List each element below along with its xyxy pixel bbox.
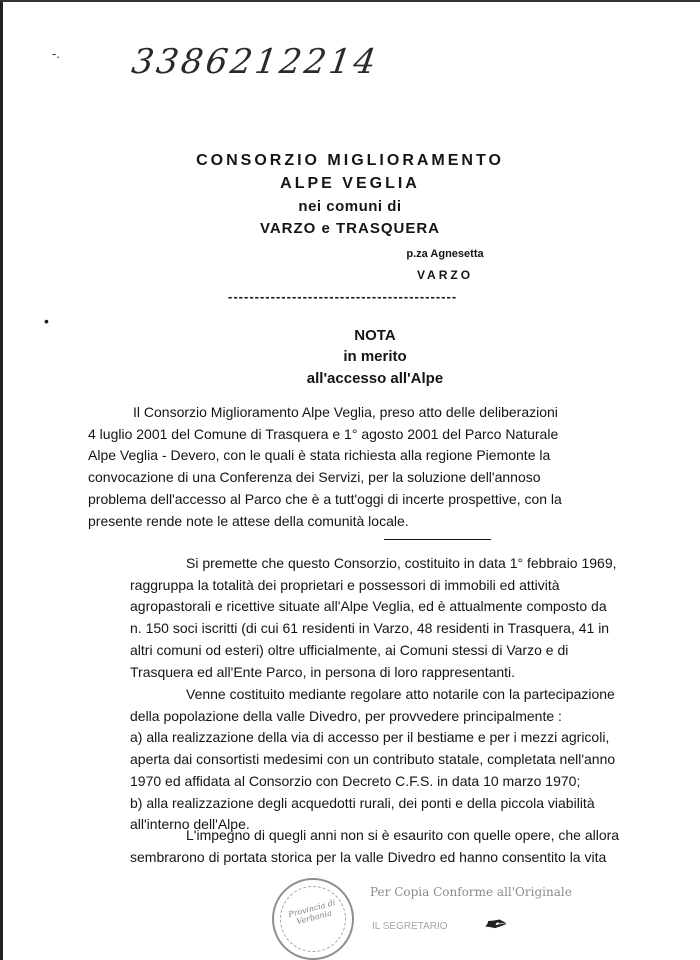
letterhead-separator: -------------------------------------------	[228, 289, 458, 304]
page-top-border	[0, 0, 700, 2]
municipal-round-stamp	[272, 878, 354, 960]
text-line: presente rende note le attese della comunità locale.	[88, 512, 409, 529]
text-line: altri comuni od esteri) oltre ufficialmente, ai Comuni stessi di Varzo e di	[130, 641, 569, 658]
margin-bullet: •	[44, 313, 49, 329]
text-line: L'impegno di quegli anni non si è esaurito con quelle opere, che allora	[186, 827, 620, 843]
signature-caption: IL SEGRETARIO	[372, 921, 448, 932]
text-line: agropastorali e ricettive situate all'Alpe Veglia, ed è attualmente composto da	[130, 598, 607, 615]
text-line: 1970 ed affidata al Consorzio con Decreto C.F.S. in data 10 marzo 1970;	[130, 772, 581, 789]
letterhead-address: p.za Agnesetta	[406, 248, 484, 260]
text-line: convocazione di una Conferenza dei Servizi, per la soluzione dell'annoso	[88, 469, 541, 486]
text-line: Venne costituito mediante regolare atto notarile con la partecipazione	[186, 686, 615, 702]
section-divider	[384, 539, 491, 540]
paragraph-purpose	[130, 684, 700, 836]
text-line: 4 luglio 2001 del Comune di Trasquera e 1° agosto 2001 del Parco Naturale	[88, 425, 559, 442]
text-line: della popolazione della valle Divedro, per provvedere principalmente :	[130, 707, 562, 724]
text-line: a) alla realizzazione della via di accesso per il bestiame e per i mezzi agricoli,	[130, 729, 610, 746]
text-line: Trasquera ed all'Ente Parco, in persona di loro rappresentanti.	[130, 663, 516, 680]
paragraph-intro	[88, 402, 700, 532]
text-line: all'interno dell'Alpe.	[130, 816, 250, 833]
text-line: Alpe Veglia - Devero, con le quali è stata richiesta alla regione Piemonte la	[88, 447, 551, 464]
handwritten-signature: ✒︎	[477, 908, 510, 941]
text-line: n. 150 soci iscritti (di cui 61 residenti in Varzo, 48 residenti in Trasquera, 41 in	[130, 620, 610, 637]
text-line: Si premette che questo Consorzio, costituito in data 1° febbraio 1969,	[186, 555, 617, 571]
letterhead-line-4: VARZO e TRASQUERA	[259, 220, 441, 237]
paragraph-impact	[130, 825, 700, 868]
text-line: sembrarono di portata storica per la valle Divedro ed hanno consentito la vita	[130, 848, 607, 865]
text-line: b) alla realizzazione degli acquedotti rurali, dei ponti e della piccola viabilità	[130, 794, 595, 811]
text-line: problema dell'accesso al Parco che è a tutt'oggi di incerte prospettive, con la	[88, 490, 562, 507]
stamp-text: Provincia di Verbania	[287, 898, 337, 927]
text-line: raggruppa la totalità dei proprietari e possessori di immobili ed attività	[130, 576, 560, 593]
letterhead-line-3: nei comuni di	[298, 198, 402, 215]
text-line: aperta dai consortisti medesimi con un contributo statale, completata nell'anno	[130, 751, 616, 768]
letterhead-line-1: CONSORZIO MIGLIORAMENTO	[196, 152, 504, 169]
letterhead-line-2: ALPE VEGLIA	[280, 175, 420, 192]
note-subtitle: in merito	[343, 348, 407, 365]
note-topic: all'accesso all'Alpe	[306, 370, 444, 387]
page-left-border	[0, 0, 3, 960]
note-title: NOTA	[354, 327, 396, 344]
text-line: Il Consorzio Miglioramento Alpe Veglia, preso atto delle deliberazioni	[133, 404, 558, 420]
paragraph-history	[130, 553, 700, 683]
handwritten-number: 3386212214	[129, 42, 382, 82]
certified-copy-stamp: Per Copia Conforme all'Originale	[370, 885, 572, 899]
corner-mark: -.	[52, 46, 60, 61]
letterhead-city: VARZO	[416, 268, 474, 282]
